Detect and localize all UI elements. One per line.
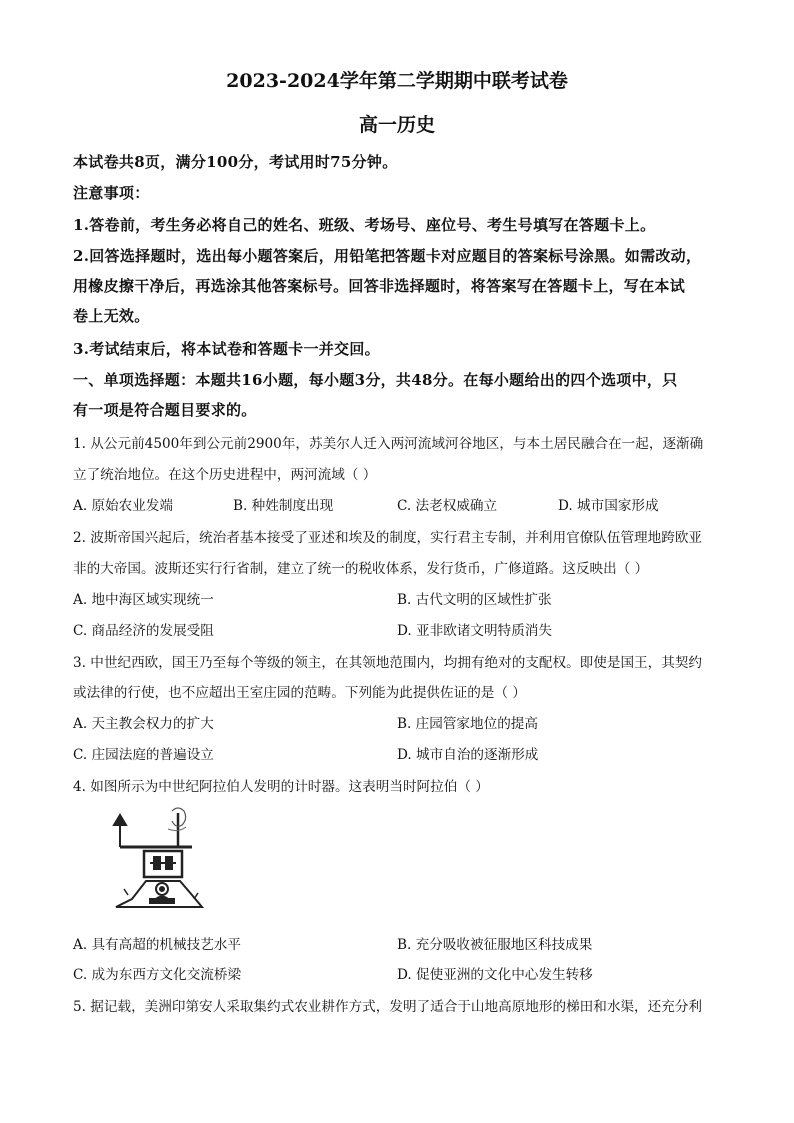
notice-heading: 注意事项： — [73, 184, 150, 202]
exam-subject: 高一历史 — [358, 114, 435, 136]
q2-option-d: D. 亚非欧诸文明特质消失 — [397, 623, 552, 639]
notice-1: 1.答卷前，考生务必将自己的姓名、班级、考场号、座位号、考生号填写在答题卡上。 — [73, 216, 656, 234]
q1-option-d: D. 城市国家形成 — [558, 498, 659, 514]
section-heading-a: 一、单项选择题：本题共16小题，每小题3分，共48分。在每小题给出的四个选项中，只 — [73, 371, 678, 389]
q1-stem-a: 1. 从公元前4500年到公元前2900年，苏美尔人迁入两河流域河谷地区，与本土居民融合在一起，逐渐确 — [73, 436, 704, 452]
q3-option-b: B. 庄园管家地位的提高 — [397, 716, 538, 732]
q1-option-c: C. 法老权威确立 — [397, 498, 498, 514]
water-clock-figure — [110, 803, 208, 913]
q4-option-b: B. 充分吸收被征服地区科技成果 — [397, 937, 593, 953]
q2-option-a: A. 地中海区域实现统一 — [73, 592, 214, 608]
q3-stem-a: 3. 中世纪西欧，国王乃至每个等级的领主，在其领地范围内，均拥有绝对的支配权。即使是国王，其契约 — [73, 655, 703, 671]
q4-option-a: A. 具有高超的机械技艺水平 — [73, 937, 241, 953]
section-heading-b: 有一项是符合题目要求的。 — [73, 401, 257, 419]
exam-title: 2023-2024学年第二学期期中联考试卷 — [226, 70, 568, 92]
q2-stem-a: 2. 波斯帝国兴起后，统治者基本接受了亚述和埃及的制度，实行君主专制，并利用官僚队伍管理地跨欧亚 — [73, 530, 703, 546]
q2-stem-b: 非的大帝国。波斯还实行行省制，建立了统一的税收体系，发行货币，广修道路。这反映出（ ） — [73, 561, 649, 577]
q2-option-c: C. 商品经济的发展受阻 — [73, 623, 214, 639]
q5-stem-a: 5. 据记载，美洲印第安人采取集约式农业耕作方式，发明了适合于山地高原地形的梯田和水渠，还充分利 — [73, 999, 703, 1015]
q3-option-c: C. 庄园法庭的普遍设立 — [73, 747, 214, 763]
q1-stem-b: 立了统治地位。在这个历史进程中，两河流域（ ） — [73, 467, 377, 483]
notice-2b: 用橡皮擦干净后，再选涂其他答案标号。回答非选择题时，将答案写在答题卡上，写在本试 — [73, 277, 686, 295]
q2-option-b: B. 古代文明的区域性扩张 — [397, 592, 552, 608]
notice-2c: 卷上无效。 — [73, 307, 150, 325]
q4-option-d: D. 促使亚洲的文化中心发生转移 — [397, 967, 593, 983]
notice-3: 3.考试结束后，将本试卷和答题卡一并交回。 — [73, 340, 380, 358]
q3-option-a: A. 天主教会权力的扩大 — [73, 716, 214, 732]
notice-2a: 2.回答选择题时，选出每小题答案后，用铅笔把答题卡对应题目的答案标号涂黑。如需改动， — [73, 247, 702, 265]
q4-stem-a: 4. 如图所示为中世纪阿拉伯人发明的计时器。这表明当时阿拉伯（ ） — [73, 779, 489, 795]
q1-option-a: A. 原始农业发端 — [73, 498, 174, 514]
q1-option-b: B. 种姓制度出现 — [233, 498, 334, 514]
intro-line: 本试卷共8页，满分100分，考试用时75分钟。 — [73, 153, 398, 171]
q3-option-d: D. 城市自治的逐渐形成 — [397, 747, 539, 763]
q3-stem-b: 或法律的行使，也不应超出王室庄园的范畴。下列能为此提供佐证的是（ ） — [73, 685, 526, 701]
q4-option-c: C. 成为东西方文化交流桥梁 — [73, 967, 242, 983]
